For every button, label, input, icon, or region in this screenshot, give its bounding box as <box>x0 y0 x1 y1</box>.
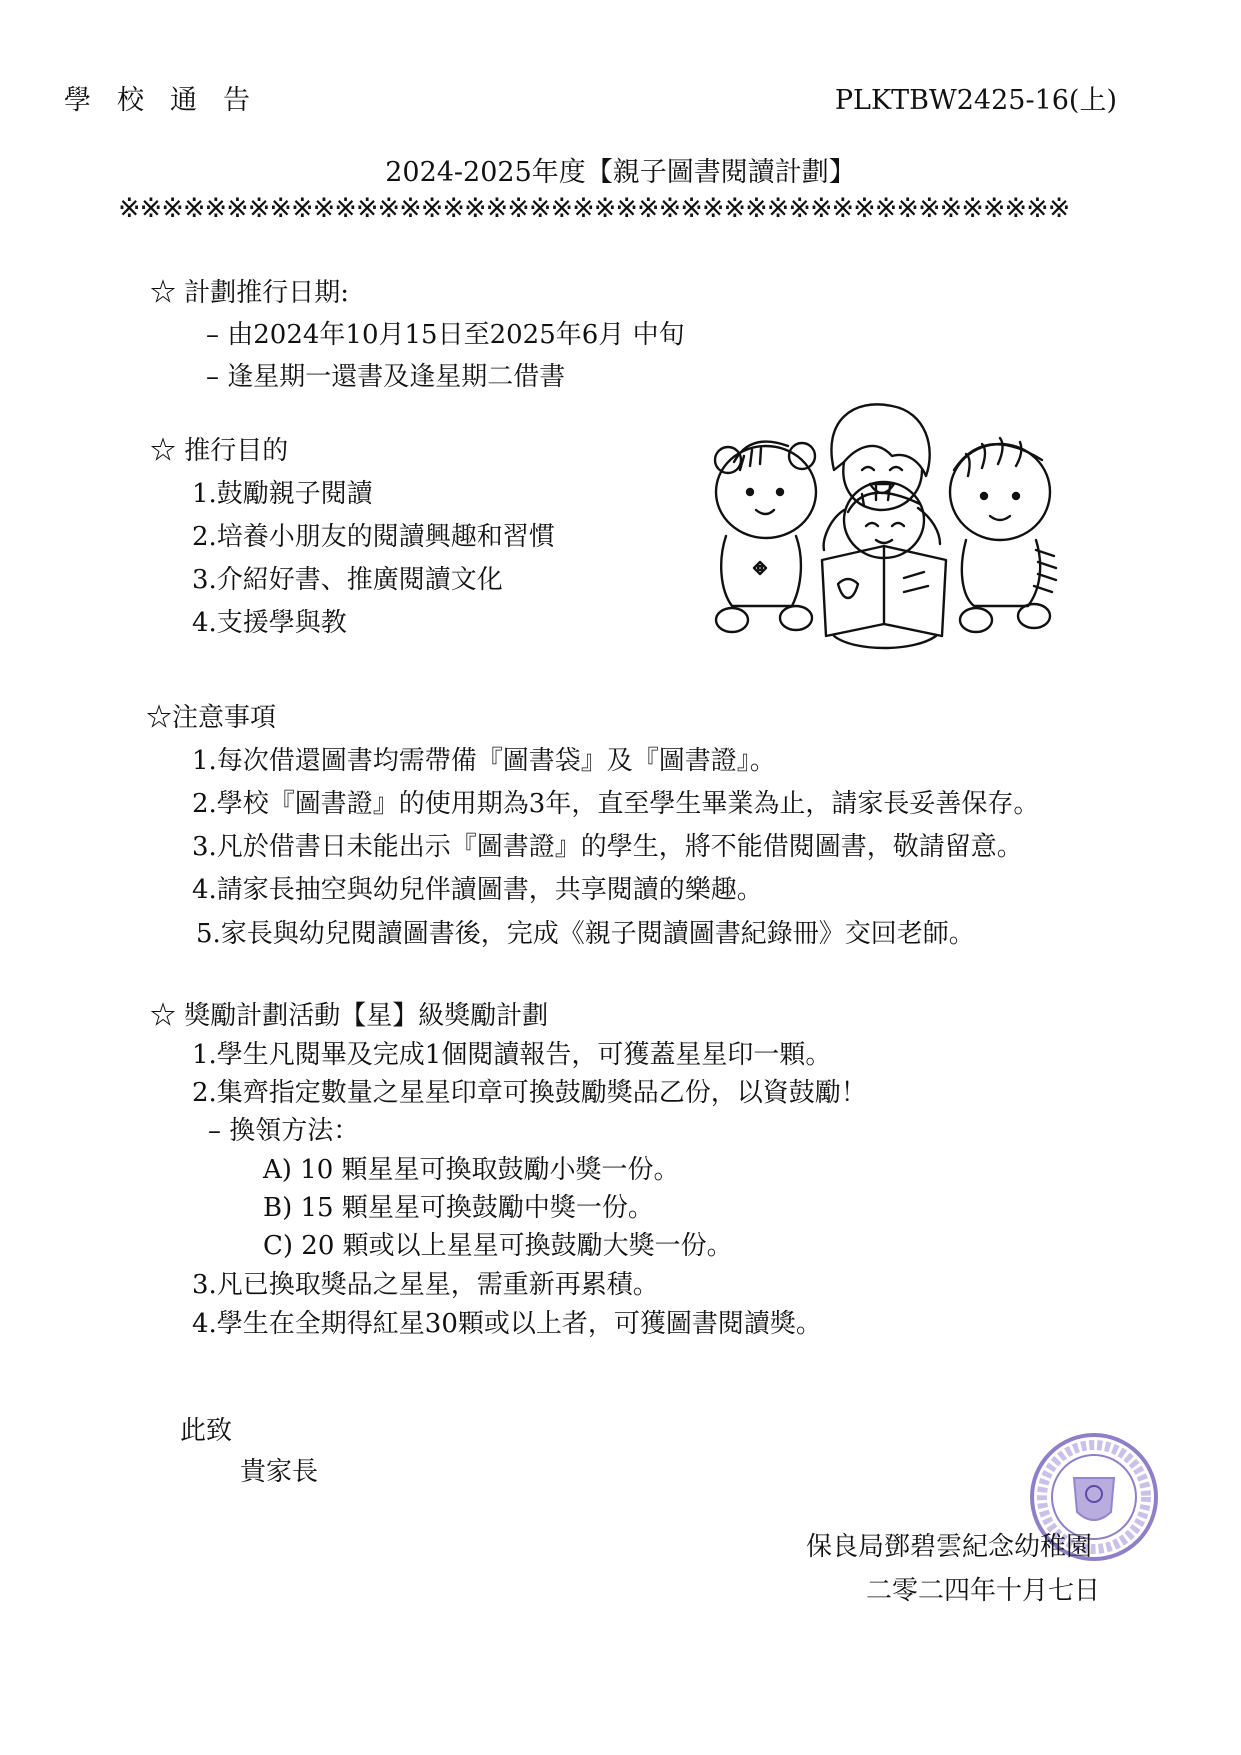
note-item: 1.每次借還圖書均需帶備『圖書袋』及『圖書證』。 <box>192 746 776 776</box>
note-item: 4.請家長抽空與幼兒伴讀圖書，共享閱讀的樂趣。 <box>192 875 763 905</box>
closing-salutation: 此致 <box>180 1416 233 1446</box>
document-title: 2024-2025年度【親子圖書閱讀計劃】 <box>385 157 856 188</box>
school-name: 保良局鄧碧雲紀念幼稚園 <box>806 1532 1093 1562</box>
reward-item: 1.學生凡閱畢及完成1個閱讀報告，可獲蓋星星印一顆。 <box>192 1040 832 1070</box>
reference-number: PLKTBW2425-16(上) <box>834 85 1117 116</box>
period-item: – 由2024年10月15日至2025年6月 中旬 <box>206 320 685 350</box>
redeem-method-heading: – 換領方法： <box>208 1116 360 1146</box>
reward-item: 4.學生在全期得紅星30顆或以上者，可獲圖書閱讀獎。 <box>192 1309 822 1339</box>
closing-recipient: 貴家長 <box>240 1457 319 1487</box>
note-item: 3.凡於借書日未能出示『圖書證』的學生，將不能借閱圖書，敬請留意。 <box>192 832 1023 862</box>
section-heading-rewards: ☆ 獎勵計劃活動【星】級獎勵計劃 <box>150 1001 549 1031</box>
reward-item: 2.集齊指定數量之星星印章可換鼓勵獎品乙份，以資鼓勵！ <box>192 1078 867 1108</box>
redeem-option: A) 10 顆星星可換取鼓勵小獎一份。 <box>263 1155 680 1185</box>
notice-type: 學校通告 <box>64 85 276 116</box>
aim-item: 2.培養小朋友的閱讀興趣和習慣 <box>192 522 555 552</box>
section-heading-period: ☆ 計劃推行日期: <box>150 278 350 308</box>
aim-item: 4.支援學與教 <box>192 608 347 638</box>
reward-item: 3.凡已換取獎品之星星，需重新再累積。 <box>192 1270 659 1300</box>
note-item: 2.學校『圖書證』的使用期為3年，直至學生畢業為止，請家長妥善保存。 <box>192 789 1040 819</box>
period-item: – 逢星期一還書及逢星期二借書 <box>206 362 566 392</box>
section-heading-aims: ☆ 推行目的 <box>150 436 289 466</box>
decorative-rule: ※※※※※※※※※※※※※※※※※※※※※※※※※※※※※※※※※※※※※※※※※※※※ <box>118 193 1070 224</box>
notice-date: 二零二四年十月七日 <box>866 1576 1101 1606</box>
aim-item: 1.鼓勵親子閱讀 <box>192 479 373 509</box>
redeem-option: B) 15 顆星星可換鼓勵中獎一份。 <box>263 1193 654 1223</box>
note-item: 5.家長與幼兒閱讀圖書後，完成《親子閱讀圖書紀錄冊》交回老師。 <box>196 919 975 949</box>
mother-hair <box>831 404 929 476</box>
redeem-option: C) 20 顆或以上星星可換鼓勵大獎一份。 <box>263 1231 733 1261</box>
aim-item: 3.介紹好書、推廣閱讀文化 <box>192 565 503 595</box>
family-reading-illustration <box>704 400 1068 654</box>
section-heading-notes: ☆注意事項 <box>146 703 277 733</box>
